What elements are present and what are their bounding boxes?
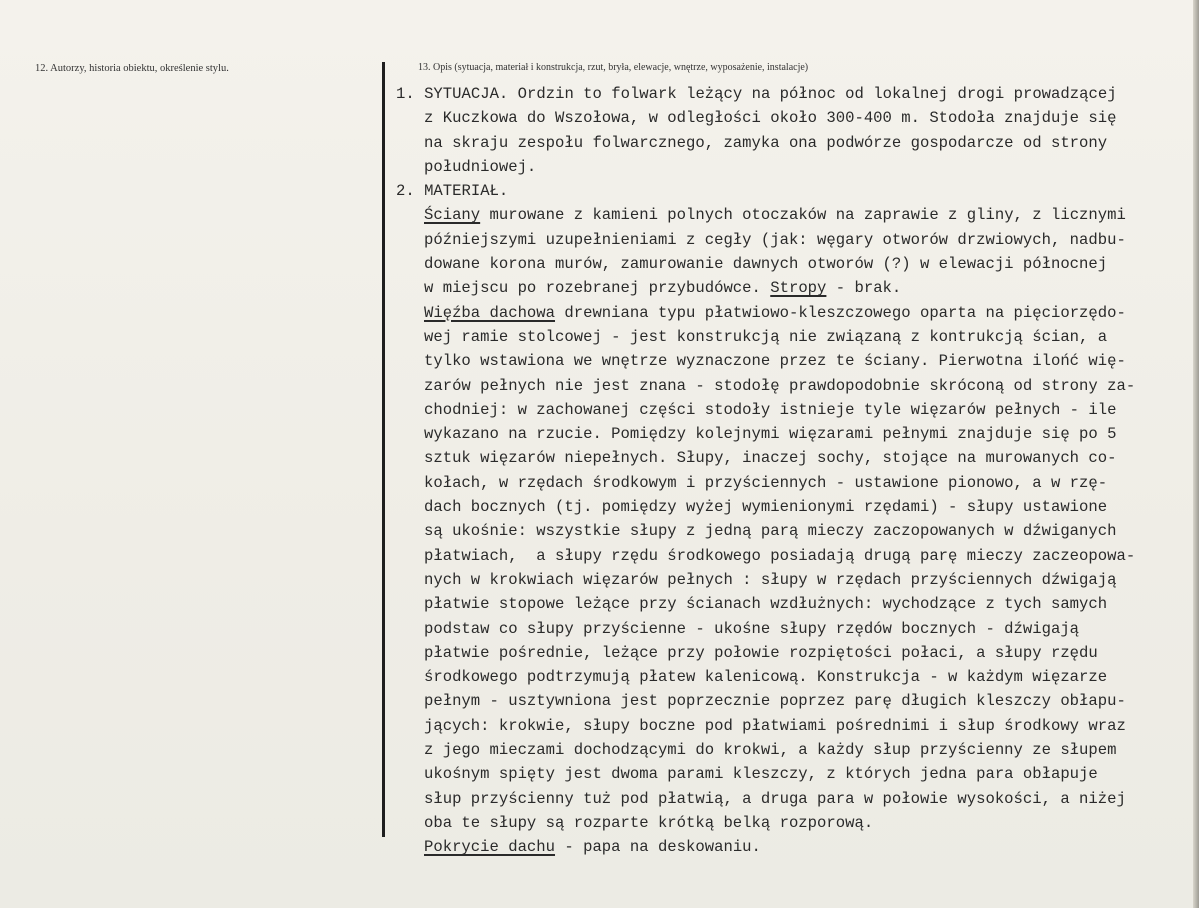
underlined-heading: Więźba dachowa xyxy=(424,303,556,322)
text-line xyxy=(396,641,1186,665)
text-line xyxy=(396,738,1186,762)
text-run: 1. SYTUACJA. Ordzin to folwark leżący na północ od lokalnej drogi prowadzącej xyxy=(396,85,1117,103)
text-line xyxy=(396,446,1186,470)
text-line xyxy=(396,714,1186,738)
text-line xyxy=(396,228,1186,252)
text-run: wej ramie stolcowej - jest konstrukcją nie związaną z kontrukcją ścian, a xyxy=(424,327,1108,346)
text-run: sztuk więzarów niepełnych. Słupy, inaczej sochy, stojące na murowanych co- xyxy=(424,449,1117,468)
text-run: dowane korona murów, zamurowanie dawnych otworów (?) w elewacji północnej xyxy=(424,255,1108,274)
text-line xyxy=(396,689,1186,713)
text-line xyxy=(396,276,1186,300)
text-line xyxy=(396,665,1186,689)
column-divider xyxy=(382,62,385,837)
text-run: zarów pełnych nie jest znana - stodołę prawdopodobnie skróconą od strony za- xyxy=(424,376,1136,395)
text-run: słup przyścienny tuż pod płatwią, a druga para w połowie wysokości, a niżej xyxy=(424,789,1126,808)
text-run: w miejscu po rozebranej przybudówce. xyxy=(424,279,771,298)
text-run: dach bocznych (tj. pomiędzy wyżej wymienionymi rzędami) - słupy ustawione xyxy=(424,498,1108,517)
text-run: tylko wstawiona we wnętrze wyznaczone przez te ściany. Pierwotna ilońć wię- xyxy=(424,352,1126,371)
text-line xyxy=(396,835,1186,859)
text-line xyxy=(396,301,1186,325)
text-run: 2. MATERIAŁ. xyxy=(396,182,509,201)
text-line xyxy=(396,592,1186,616)
text-run: późniejszymi uzupełnieniami z cegły (jak: węgary otworów drzwiowych, nadbu- xyxy=(424,230,1126,249)
underlined-heading: Ściany xyxy=(424,206,481,225)
text-run: południowej. xyxy=(424,157,537,176)
underlined-heading: Pokrycie dachu xyxy=(424,838,556,857)
text-run: z jego mieczami dochodzącymi do krokwi, a każdy słup przyścienny ze słupem xyxy=(424,741,1117,760)
text-line xyxy=(396,544,1186,568)
text-run: jących: krokwie, słupy boczne pod płatwiami pośrednimi i słup środkowy wraz xyxy=(424,716,1126,735)
text-line xyxy=(396,179,1186,203)
text-line xyxy=(396,82,1186,106)
text-line xyxy=(396,422,1186,446)
text-run: chodniej: w zachowanej części stodoły istnieje tyle więzarów pełnych - ile xyxy=(424,400,1117,419)
text-run: podstaw co słupy przyścienne - ukośne słupy rzędów bocznych - dźwigają xyxy=(424,619,1080,638)
description-text xyxy=(396,82,1186,860)
text-run: ukośnym spięty jest dwoma parami kleszczy, z których jedna para obłapuje xyxy=(424,765,1098,784)
text-run: drewniana typu płatwiowo-kleszczowego oparta na pięciorzędo- xyxy=(555,303,1126,322)
underlined-heading: Stropy xyxy=(770,279,827,298)
text-line xyxy=(396,155,1186,179)
text-line xyxy=(396,325,1186,349)
text-run: oba te słupy są rozparte krótką belką rozporową. xyxy=(424,813,874,832)
text-run: płatwiach, a słupy rzędu środkowego posiadają drugą parę mieczy zaczeopowa- xyxy=(424,546,1136,565)
text-run: płatwie pośrednie, leżące przy połowie rozpiętości połaci, a słupy rzędu xyxy=(424,643,1098,662)
text-line xyxy=(396,203,1186,227)
text-line xyxy=(396,398,1186,422)
text-run: są ukośnie: wszystkie słupy z jedną parą mieczy zaczopowanych w dźwiganych xyxy=(424,522,1117,541)
text-run: - brak. xyxy=(826,279,902,298)
text-line xyxy=(396,106,1186,130)
text-line xyxy=(396,568,1186,592)
text-run: murowane z kamieni polnych otoczaków na zaprawie z gliny, z licznymi xyxy=(480,206,1126,225)
text-line xyxy=(396,252,1186,276)
text-line xyxy=(396,349,1186,373)
text-run: z Kuczkowa do Wszołowa, w odległości około 300-400 m. Stodoła znajduje się xyxy=(424,109,1117,128)
text-run: środkowego podtrzymują płatew kalenicową. Konstrukcja - w każdym więzarze xyxy=(424,668,1108,687)
text-line xyxy=(396,617,1186,641)
text-line xyxy=(396,519,1186,543)
text-line xyxy=(396,471,1186,495)
text-run: wykazano na rzucie. Pomiędzy kolejnymi więzarami pełnymi znajduje się po 5 xyxy=(424,425,1117,444)
field-12-label: 12. Autorzy, historia obiektu, określenie stylu. xyxy=(35,63,229,74)
field-13-label: 13. Opis (sytuacja, materiał i konstrukcja, rzut, bryła, elewacje, wnętrze, wyposażenie, instalacje) xyxy=(418,62,809,73)
text-line xyxy=(396,787,1186,811)
text-run: nych w krokwiach więzarów pełnych : słupy w rzędach przyściennych dźwigają xyxy=(424,570,1117,589)
text-run: płatwie stopowe leżące przy ścianach wzdłużnych: wychodzące z tych samych xyxy=(424,595,1108,614)
text-run: - papa na deskowaniu. xyxy=(555,838,761,857)
text-line xyxy=(396,131,1186,155)
text-line xyxy=(396,495,1186,519)
page-edge xyxy=(1193,0,1199,908)
text-line xyxy=(396,811,1186,835)
text-line xyxy=(396,374,1186,398)
text-run: pełnym - usztywniona jest poprzecznie poprzez parę długich kleszczy obłapu- xyxy=(424,692,1126,711)
text-line xyxy=(396,762,1186,786)
text-run: na skraju zespołu folwarcznego, zamyka ona podwórze gospodarcze od strony xyxy=(424,133,1108,152)
text-run: kołach, w rzędach środkowym i przyściennych - ustawione pionowo, a w rzę- xyxy=(424,473,1108,492)
